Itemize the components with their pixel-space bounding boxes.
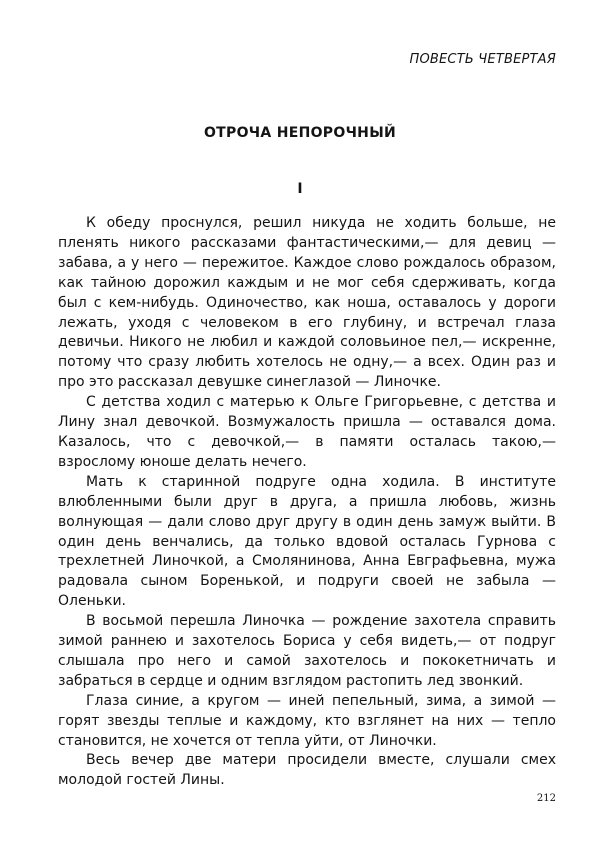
paragraph: В восьмой перешла Линочка — рождение захотела справить зимой раннею и захотелось Бориса у себя видеть,— от подруг слышала про него и самой захотелось и пококетничать и забраться в сердце и одним взглядом растопить лед звонкий. — [58, 613, 556, 689]
paragraph: Весь вечер две матери просидели вместе, слушали смех молодой гостей Лины. — [58, 752, 556, 789]
paragraph: С детства ходил с матерью к Ольге Григорьевне, с детства и Лину знал девочкой. Возмужалость пришла — оставался дома. Казалось, что с девочкой,— в памяти осталась такою,— взрослому юноше делать нечего. — [58, 394, 556, 470]
running-header: ПОВЕСТЬ ЧЕТВЕРТАЯ — [409, 52, 556, 67]
body-text — [58, 214, 556, 791]
paragraph: Мать к старинной подруге одна ходила. В институте влюбленными были друг в друга, а пришла любовь, жизнь волнующая — дали слово друг другу в один день замуж выйти. В один день венчались, да только вдовой осталась Гурнова с трехлетней Линочкой, а Смолянинова, Анна Евграфьевна, мужа радовала сыном Боренькой, и подруги своей не забыла — Оленьки. — [58, 473, 556, 610]
paragraph: К обеду проснулся, решил никуда не ходить больше, не пленять никого рассказами фантастическими,— для девиц — забава, а у него — пережитое. Каждое слово рождалось образом, как тайною дорожил каждым и не мог себя сдерживать, когда был с кем-нибудь. Одиночество, как ноша, оставалось у дороги лежать, уходя с человеком в его глубину, и встречал глаза девичьи. Никого не любил и каждой соловьиное пел,— искренне, потому что сразу любить хотелось не одну,— а всех. Один раз и про это рассказал девушке синеглазой — Линочке. — [58, 215, 556, 391]
chapter-number: I — [297, 181, 303, 197]
page-number: 212 — [536, 793, 556, 804]
paragraph: Глаза синие, а кругом — иней пепельный, зима, а зимой — горят звезды теплые и каждому, кто взглянет на них — тепло становится, не хочется от тепла уйти, от Линочки. — [58, 692, 556, 749]
story-title: ОТРОЧА НЕПОРОЧНЫЙ — [203, 125, 397, 141]
